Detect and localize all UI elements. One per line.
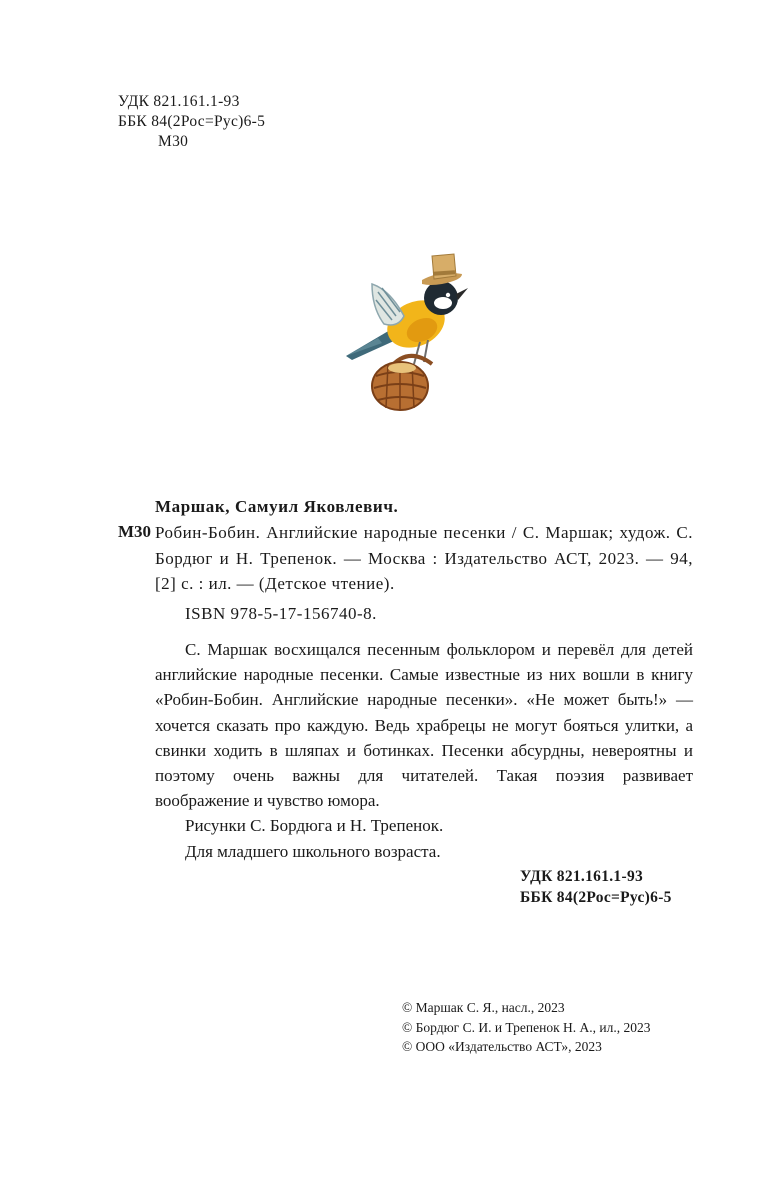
annotation-text: С. Маршак восхищался песенным фольклором и перевёл для детей английские народные песенки. Самые известные из них вошли в книгу «Робин-Бобин. Английские народные песенки». «Не может быть!» — хочется сказать про каждую. Ведь храбрецы не могут бояться улитки, а свинки ходить в шляпах и ботинках. Песенки абсурдны, невероятны и поэтому очень важны для читателей. Такая поэзия развивает воображение и чувство юмора.	[155, 640, 693, 811]
copyright-line: © Маршак С. Я., насл., 2023	[402, 1000, 565, 1015]
isbn-number: ISBN 978-5-17-156740-8.	[185, 604, 377, 623]
bbk-code: ББК 84(2Рос=Рус)6-5	[118, 113, 266, 130]
udk-code-bottom: УДК 821.161.1-93	[520, 868, 644, 885]
author-mark: М30	[158, 133, 189, 150]
classification-bottom	[520, 866, 672, 908]
copyright-line: © Бордюг С. И. и Трепенок Н. А., ил., 2023	[402, 1019, 651, 1035]
age-note: Для младшего школьного возраста.	[185, 841, 441, 861]
annotation	[155, 637, 693, 864]
copyright-line: © ООО «Издательство АСТ», 2023	[402, 1039, 602, 1054]
classification-top	[118, 92, 265, 152]
udk-code: УДК 821.161.1-93	[118, 93, 240, 110]
illustrators-note: Рисунки С. Бордюга и Н. Трепенок.	[185, 816, 444, 836]
titmouse-with-hat-and-basket-illustration	[338, 246, 478, 416]
record-author-mark: М30	[118, 522, 152, 541]
record-author-heading: Маршак, Самуил Яковлевич.	[155, 497, 399, 516]
bibliographic-description: Робин-Бобин. Английские народные песенки / С. Маршак; худож. С. Бордюг и Н. Трепенок. — Москва : Издательство АСТ, 2023. — 94, [2] с. : ил. — (Детское чтение).	[155, 523, 693, 593]
bbk-code-bottom: ББК 84(2Рос=Рус)6-5	[520, 889, 672, 906]
copyright-block	[402, 998, 650, 1057]
